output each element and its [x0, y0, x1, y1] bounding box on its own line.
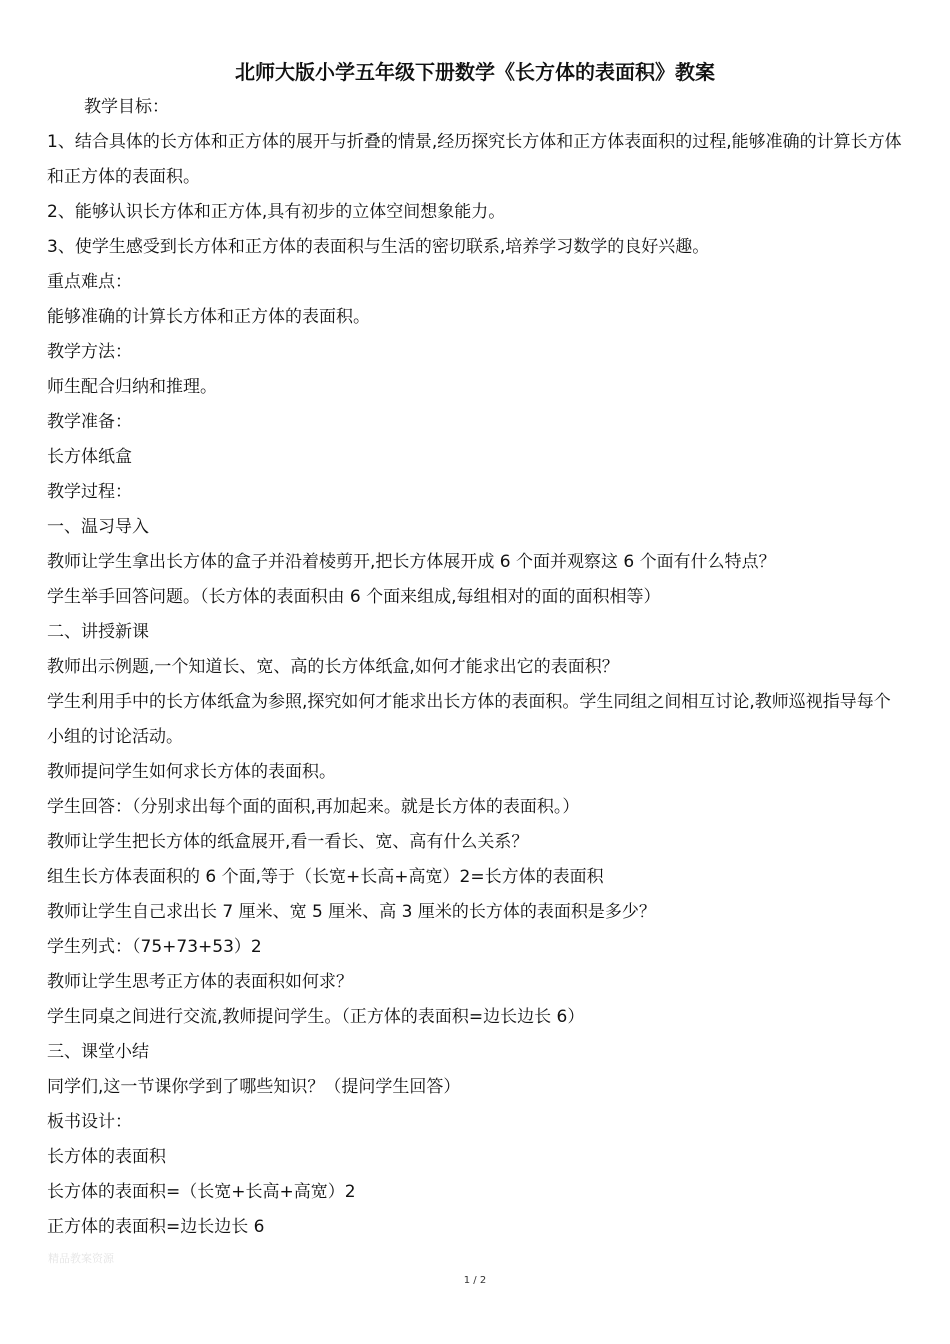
- paragraph: 教师让学生拿出长方体的盒子并沿着棱剪开,把长方体展开成 6 个面并观察这 6 个面有什么特点？: [47, 552, 776, 572]
- preparation-text: 长方体纸盒: [47, 447, 132, 467]
- subheading-review: 一、温习导入: [47, 517, 149, 537]
- paragraph: 教师出示例题,一个知道长、宽、高的长方体纸盒,如何才能求出它的表面积？: [47, 657, 619, 677]
- page-number: 1 / 2: [463, 1275, 487, 1286]
- paragraph: 同学们,这一节课你学到了哪些知识？（提问学生回答）: [47, 1077, 461, 1097]
- paragraph: 学生回答：（分别求出每个面的面积,再加起来。就是长方体的表面积。）: [47, 797, 580, 817]
- subheading-summary: 三、课堂小结: [47, 1042, 149, 1062]
- watermark-text: 精品教案资源: [48, 1252, 114, 1265]
- section-heading-objectives: 教学目标：: [84, 97, 169, 117]
- board-line: 长方体的表面积: [47, 1147, 166, 1167]
- document-body: [47, 90, 907, 1245]
- paragraph: 教师提问学生如何求长方体的表面积。: [47, 762, 336, 782]
- paragraph: 学生同桌之间进行交流,教师提问学生。（正方体的表面积=边长边长 6）: [47, 1007, 585, 1027]
- section-heading-process: 教学过程：: [47, 482, 132, 502]
- objective-1: 1、结合具体的长方体和正方体的展开与折叠的情景,经历探究长方体和正方体表面积的过程,能够准确的计算长方体和正方体的表面积。: [47, 132, 902, 187]
- board-line: 正方体的表面积=边长边长 6: [47, 1217, 265, 1237]
- paragraph: 教师让学生思考正方体的表面积如何求？: [47, 972, 353, 992]
- paragraph: 学生利用手中的长方体纸盒为参照,探究如何才能求出长方体的表面积。学生同组之间相互讨论,教师巡视指导每个小组的讨论活动。: [47, 692, 891, 747]
- document-title: 北师大版小学五年级下册数学《长方体的表面积》教案: [235, 60, 715, 84]
- section-heading-preparation: 教学准备：: [47, 412, 132, 432]
- board-line: 长方体的表面积=（长宽+长高+高宽）2: [47, 1182, 356, 1202]
- section-heading-methods: 教学方法：: [47, 342, 132, 362]
- paragraph: 教师让学生把长方体的纸盒展开,看一看长、宽、高有什么关系？: [47, 832, 529, 852]
- paragraph: 学生列式：（75+73+53）2: [47, 937, 262, 957]
- objective-3: 3、使学生感受到长方体和正方体的表面积与生活的密切联系,培养学习数学的良好兴趣。: [47, 237, 710, 257]
- paragraph: 组生长方体表面积的 6 个面,等于（长宽+长高+高宽）2=长方体的表面积: [47, 867, 604, 887]
- subheading-new-lesson: 二、讲授新课: [47, 622, 149, 642]
- methods-text: 师生配合归纳和推理。: [47, 377, 217, 397]
- objective-2: 2、能够认识长方体和正方体,具有初步的立体空间想象能力。: [47, 202, 506, 222]
- paragraph: 学生举手回答问题。（长方体的表面积由 6 个面来组成,每组相对的面的面积相等）: [47, 587, 661, 607]
- section-heading-key-points: 重点难点：: [47, 272, 132, 292]
- section-heading-board-design: 板书设计：: [47, 1112, 132, 1132]
- paragraph: 教师让学生自己求出长 7 厘米、宽 5 厘米、高 3 厘米的长方体的表面积是多少？: [47, 902, 656, 922]
- key-points-text: 能够准确的计算长方体和正方体的表面积。: [47, 307, 370, 327]
